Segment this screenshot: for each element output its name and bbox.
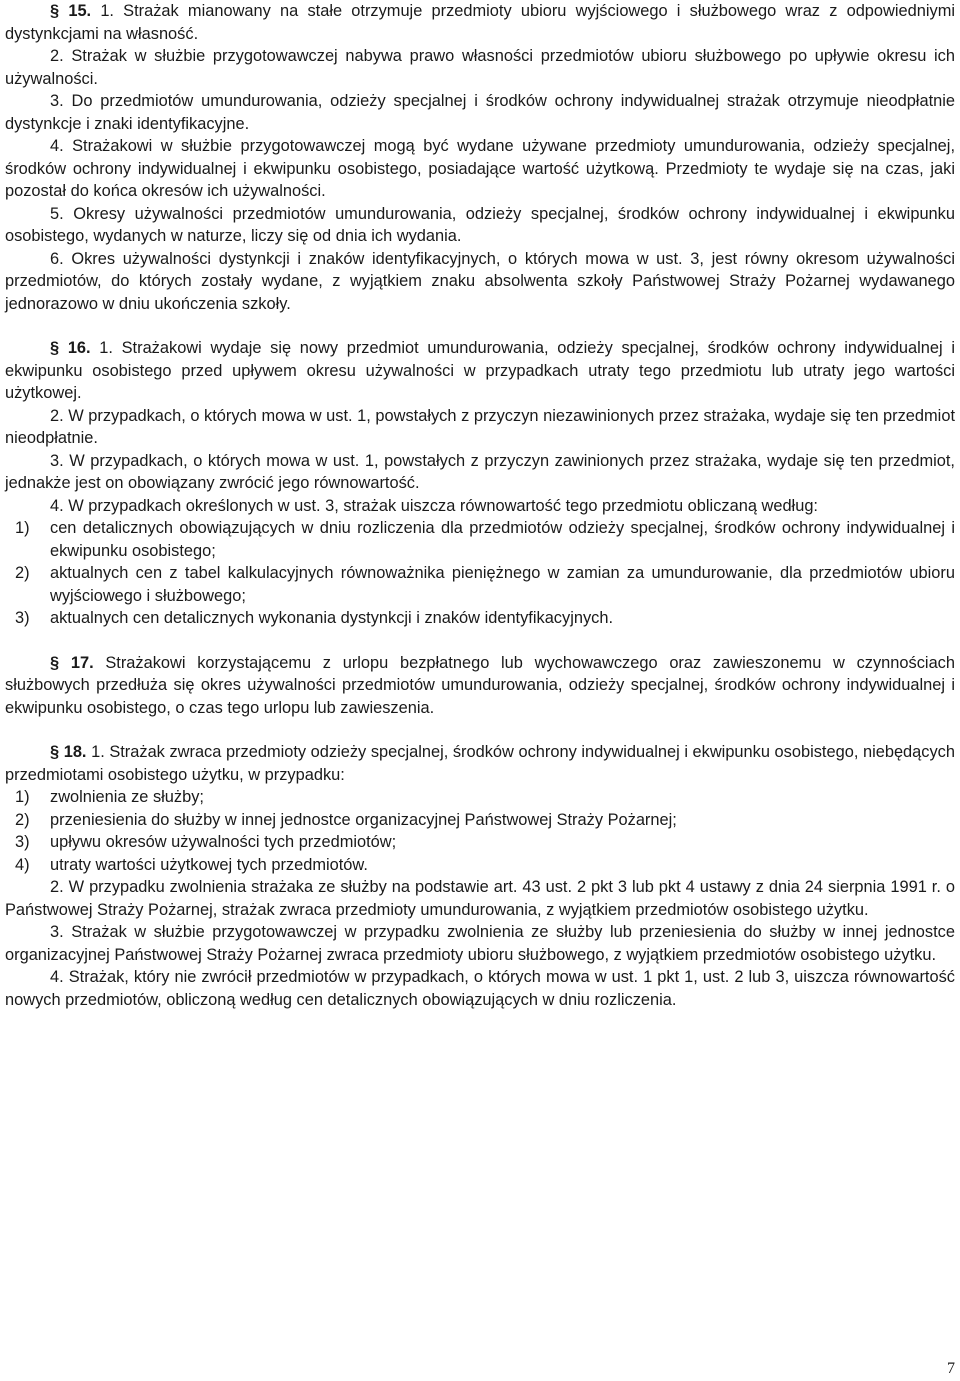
paragraph	[5, 337, 955, 405]
list-number: 4)	[15, 855, 30, 874]
section-number: 15.	[68, 2, 92, 20]
document-page	[5, 0, 955, 1011]
list-item	[5, 809, 955, 832]
section-15	[5, 0, 955, 315]
list-item	[5, 517, 955, 562]
page-number: 7	[947, 1360, 955, 1377]
list-number: 3)	[15, 609, 30, 627]
section-16	[5, 337, 955, 630]
list-number: 1)	[15, 519, 30, 537]
paragraph: 4. Strażak, który nie zwrócił przedmiotów w przypadkach, o których mowa w ust. 1 pkt 1, ust. 2 lub 3, uiszcza równowartość nowych przedmiotów, obliczoną według cen detalicznych obowiązujących w dniu rozliczenia.	[5, 968, 955, 1009]
paragraph	[5, 741, 955, 786]
list-item	[5, 562, 955, 607]
paragraph: 4. Strażakowi w służbie przygotowawczej mogą być wydane używane przedmioty umundurowania, odzieży specjalnej, środków ochrony indywidualnej i ekwipunku osobistego, posiadające wartość użytkową. Przedmioty te wydaje się na czas, jaki pozostał do końca okresów ich używalności.	[5, 137, 955, 200]
list-text: utraty wartości użytkowej tych przedmiotów.	[50, 855, 368, 874]
list-text: aktualnych cen detalicznych wykonania dystynkcji i znaków identyfikacyjnych.	[50, 609, 614, 627]
list-text: przeniesienia do służby w innej jednostce organizacyjnej Państwowej Straży Pożarnej;	[50, 810, 677, 829]
paragraph: 3. W przypadkach, o których mowa w ust. 1, powstałych z przyczyn zawinionych przez strażaka, wydaje się ten przedmiot, jednakże jest on obowiązany zwrócić jego równowartość.	[5, 451, 955, 492]
paragraph: 3. Do przedmiotów umundurowania, odzieży specjalnej i środków ochrony indywidualnej strażak otrzymuje nieodpłatnie dystynkcje i znaki identyfikacyjne.	[5, 92, 955, 133]
paragraph: 2. W przypadkach, o których mowa w ust. 1, powstałych z przyczyn niezawinionych przez strażaka, wydaje się ten przedmiot nieodpłatnie.	[5, 406, 955, 447]
paragraph: 5. Okresy używalności przedmiotów umundurowania, odzieży specjalnej, środków ochrony indywidualnej i ekwipunku osobistego, wydanych w naturze, liczy się od dnia ich wydania.	[5, 204, 955, 245]
paragraph: 4. W przypadkach określonych w ust. 3, strażak uiszcza równowartość tego przedmiotu obliczaną według:	[50, 496, 818, 515]
paragraph: 6. Okres używalności dystynkcji i znaków identyfikacyjnych, o których mowa w ust. 3, jest równy okresom używalności przedmiotów, do których zostały wydane, z wyjątkiem znaku absolwenta szkoły Państwowej Straży Pożarnej wydawanego jednorazowo w dniu ukończenia szkoły.	[5, 249, 955, 313]
list-item	[5, 607, 955, 630]
section-number: 18.	[63, 743, 87, 761]
list-text: zwolnienia ze służby;	[50, 788, 204, 806]
paragraph	[5, 652, 955, 720]
list-item	[5, 854, 955, 877]
section-sign: §	[50, 743, 60, 761]
paragraph-text: Strażakowi korzystającemu z urlopu bezpłatnego lub wychowawczego oraz zawieszonemu w czynnościach służbowych przedłuża się okres używalności przedmiotów umundurowania, odzieży specjalnej, środków ochrony indywidualnej i ekwipunku osobistego, o czas tego urlopu lub zawieszenia.	[5, 653, 955, 717]
list-number: 2)	[15, 564, 30, 582]
section-18	[5, 741, 955, 1011]
list-item	[5, 831, 955, 854]
paragraph: 3. Strażak w służbie przygotowawczej w przypadku zwolnienia ze służby lub przeniesienia do służby w innej jednostce organizacyjnej Państwowej Straży Pożarnej zwraca przedmioty ubioru służbowego, z wyjątkiem przedmiotów osobistego użytku.	[5, 923, 955, 964]
list-text: cen detalicznych obowiązujących w dniu rozliczenia dla przedmiotów odzieży specjalnej, środków ochrony indywidualnej i ekwipunku osobistego;	[50, 519, 955, 560]
paragraph: 2. W przypadku zwolnienia strażaka ze służby na podstawie art. 43 ust. 2 pkt 3 lub pkt 4 ustawy z dnia 24 sierpnia 1991 r. o Państwowej Straży Pożarnej, strażak zwraca przedmioty umundurowania, z wyjątkiem przedmiotów osobistego użytku.	[5, 878, 955, 919]
section-number: 16.	[67, 339, 91, 357]
section-17	[5, 652, 955, 720]
list-text: upływu okresów używalności tych przedmiotów;	[50, 833, 397, 851]
section-sign: §	[50, 2, 60, 20]
list-number: 2)	[15, 810, 30, 829]
paragraph	[5, 0, 955, 45]
list-text: aktualnych cen z tabel kalkulacyjnych równoważnika pieniężnego w zamian za umundurowanie, dla przedmiotów ubioru wyjściowego i służbowego;	[50, 564, 955, 605]
paragraph-text: 1. Strażak zwraca przedmioty odzieży specjalnej, środków ochrony indywidualnej i ekwipunku osobistego, niebędących przedmiotami osobistego użytku, w przypadku:	[5, 743, 955, 784]
section-number: 17.	[70, 653, 94, 672]
section-sign: §	[50, 339, 60, 357]
list-number: 1)	[15, 788, 30, 806]
section-sign: §	[50, 653, 60, 672]
paragraph: 2. Strażak w służbie przygotowawczej nabywa prawo własności przedmiotów ubioru służbowego po upływie okresu ich używalności.	[5, 47, 955, 88]
list-item	[5, 786, 955, 809]
list-number: 3)	[15, 833, 30, 851]
paragraph-text: 1. Strażakowi wydaje się nowy przedmiot umundurowania, odzieży specjalnej, środków ochrony indywidualnej i ekwipunku osobistego przed upływem okresu używalności w przypadkach utraty tego przedmiotu lub utraty jego wartości użytkowej.	[5, 339, 955, 402]
paragraph-text: 1. Strażak mianowany na stałe otrzymuje przedmioty ubioru wyjściowego i służbowego wraz z odpowiedniymi dystynkcjami na własność.	[5, 2, 955, 43]
